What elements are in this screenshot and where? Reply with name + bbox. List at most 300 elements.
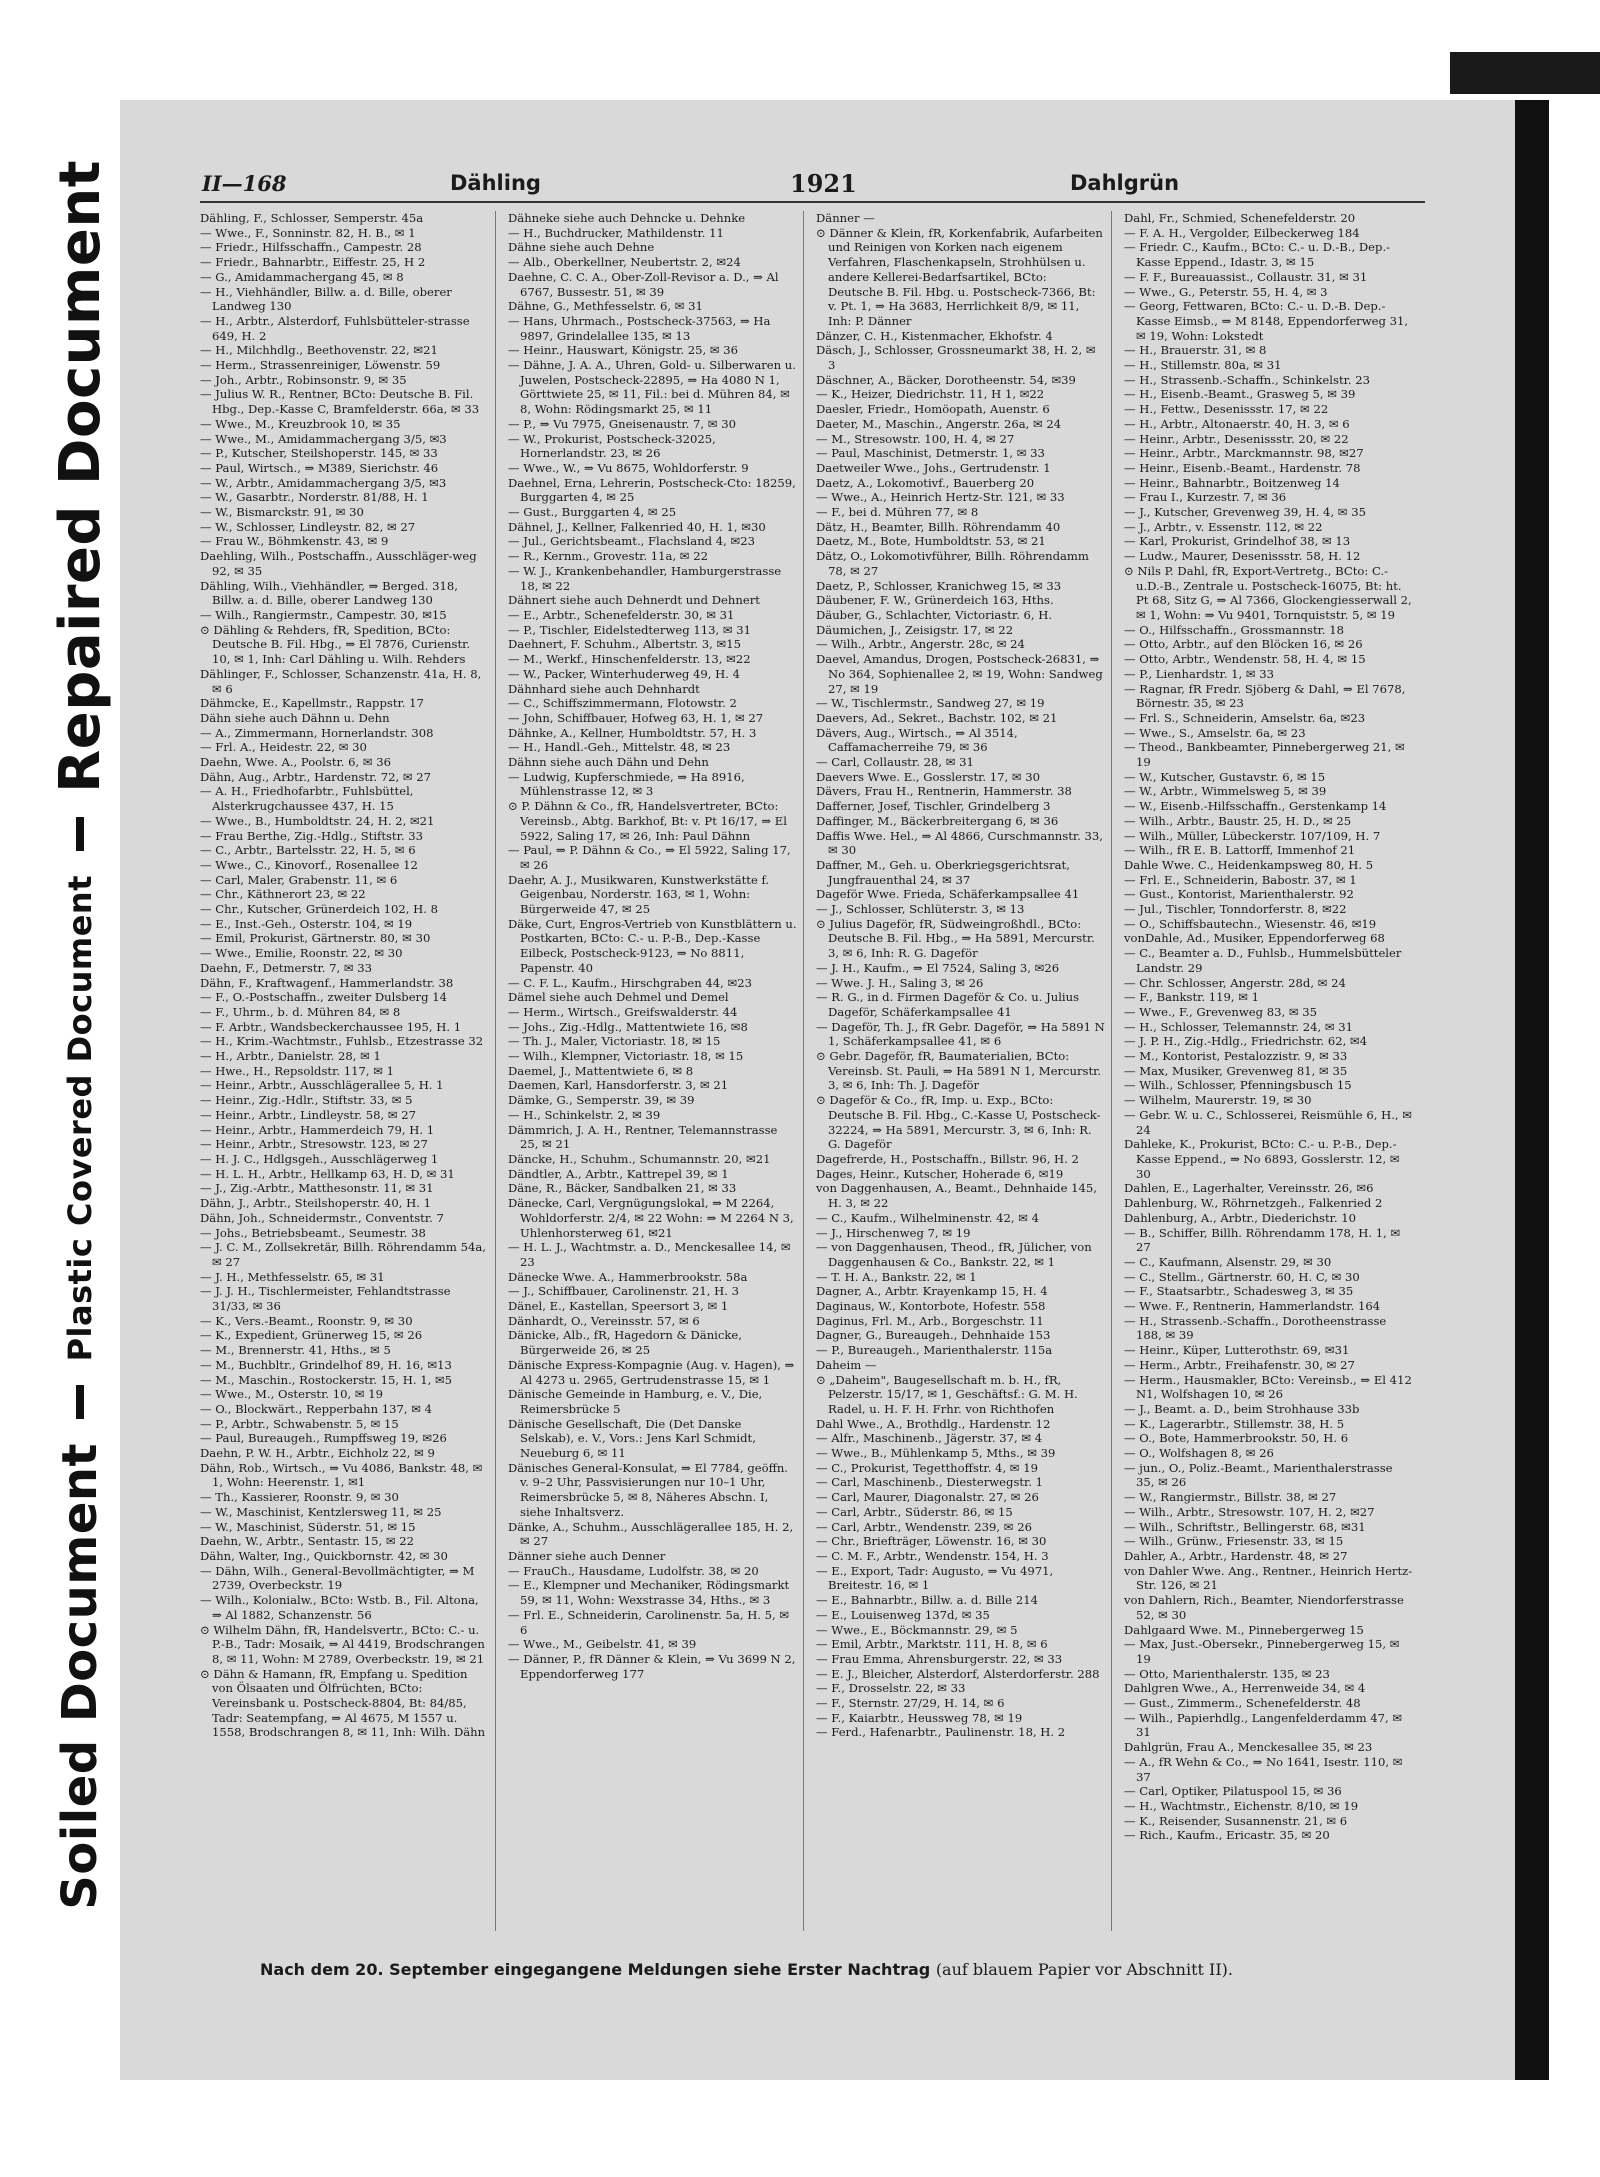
directory-entry: Dahlen, E., Lagerhalter, Vereinsstr. 26, ✉6 [1124,1181,1374,1196]
directory-entry: — Frau I., Kurzestr. 7, ✉ 36 [1124,490,1287,505]
directory-entry: — P., Tischler, Eidelstedterweg 113, ✉ 31 [508,622,752,637]
directory-entry: Dähmcke, E., Kapellmstr., Rappstr. 17 [200,696,424,711]
directory-entry: — Wwe., E., Böckmannstr. 29, ✉ 5 [816,1622,1018,1637]
directory-entry: — Frl. E., Schneiderin, Babostr. 37, ✉ 1 [1124,872,1357,887]
directory-entry: Daginaus, W., Kontorbote, Hofestr. 558 [816,1299,1046,1314]
directory-entry: — Theod., Bankbeamter, Pinnebergerweg 21, ✉ 19 [1124,740,1405,770]
directory-entry: Däubener, F. W., Grünerdeich 163, Hths. [816,593,1054,608]
directory-entry: — FrauCh., Hausdame, Ludolfstr. 38, ✉ 20 [508,1563,759,1578]
directory-entry: — H., Eisenb.-Beamt., Grasweg 5, ✉ 39 [1124,387,1356,402]
directory-entry: — E., Inst.-Geh., Osterstr. 104, ✉ 19 [200,916,413,931]
column-2 [508,211,804,1931]
label-soiled-document: Soiled Document [52,1443,108,1910]
directory-entry: — J., Schiffbauer, Carolinenstr. 21, H. 3 [508,1284,739,1299]
directory-entry: Dävers, Frau H., Rentnerin, Hammerstr. 38 [816,784,1072,799]
directory-entry: — Otto, Arbtr., Wendenstr. 58, H. 4, ✉ 15 [1124,652,1366,667]
directory-entry: — E., Bahnarbtr., Billw. a. d. Bille 214 [816,1593,1038,1608]
directory-entry: — J. H., Methfesselstr. 65, ✉ 31 [200,1269,385,1284]
directory-entry: — M., Kontorist, Pestalozzistr. 9, ✉ 33 [1124,1049,1348,1064]
directory-entry: Daheim — [816,1357,877,1372]
directory-entry: — Paul, ⇒ P. Dähnn & Co., ⇒ El 5922, Saling 17, ✉ 26 [508,843,791,872]
directory-entry: — Carl, Arbtr., Süderstr. 86, ✉ 15 [816,1504,1013,1519]
directory-entry: — H., Arbtr., Alsterdorf, Fuhlsbütteler-strasse 649, H. 2 [200,313,470,343]
column-3 [816,211,1112,1931]
directory-entry: Dagefrerde, H., Postschaffn., Billstr. 96, H. 2 [816,1152,1079,1166]
directory-entry: Daetz, P., Schlosser, Kranichweg 15, ✉ 33 [816,578,1062,593]
directory-entry: — Heinr., Küper, Lutterothstr. 69, ✉31 [1124,1343,1350,1358]
directory-entry: — O., Blockwärt., Repperbahn 137, ✉ 4 [200,1401,433,1416]
directory-entry: — C., Kaufm., Wilhelminenstr. 42, ✉ 4 [816,1210,1039,1225]
directory-entry: Dähn siehe auch Dähnn u. Dehn [200,710,390,725]
directory-entry: — Dageför, Th. J., fR Gebr. Dageför, ⇒ Ha 5891 N 1, Schäferkampsallee 41, ✉ 6 [816,1019,1105,1049]
directory-entry: Daffis Wwe. Hel., ⇒ Al 4866, Curschmannstr. 33, ✉ 30 [816,828,1103,858]
directory-entry: — E., Arbtr., Schenefelderstr. 30, ✉ 31 [508,607,735,622]
directory-entry: — Frau Emma, Ahrensburgerstr. 22, ✉ 33 [816,1651,1063,1666]
directory-entry: — Herm., Strassenreiniger, Löwenstr. 59 [200,358,441,373]
directory-entry: ⊙ P. Dähnn & Co., fR, Handelsvertreter, BCto: Vereinsb., Abtg. Barkhof, Bt: v. Pt 16/17, ⇒ El 5922, Saling 17, ✉ 26, Inh: Paul Dähnn [508,799,787,843]
directory-entry: — H., Arbtr., Danielstr. 28, ✉ 1 [200,1049,381,1064]
label-repaired-document: Repaired Document [47,160,113,793]
directory-entry: — Frl. A., Heidestr. 22, ✉ 30 [200,740,367,755]
directory-entry: Daehn, W., Arbtr., Sentastr. 15, ✉ 22 [200,1534,415,1549]
directory-entry: — F. Arbtr., Wandsbeckerchaussee 195, H. 1 [200,1019,462,1034]
directory-entry: Dänhardt, O., Vereinsstr. 57, ✉ 6 [508,1313,700,1328]
directory-entry: Daehn, P. W. H., Arbtr., Eichholz 22, ✉ 9 [200,1446,435,1461]
directory-entry: Daehr, A. J., Musikwaren, Kunstwerkstätte f. Geigenbau, Norderstr. 163, ✉ 1, Wohn: Bürgerweide 47, ✉ 25 [508,872,770,917]
directory-entry: — Wwe., Emilie, Roonstr. 22, ✉ 30 [200,946,403,961]
directory-entry: Dahle Wwe. C., Heidenkampsweg 80, H. 5 [1124,857,1374,872]
directory-entry: — W., Maschinist, Kentzlersweg 11, ✉ 25 [200,1504,442,1519]
directory-entry: Dahlgaard Wwe. M., Pinnebergerweg 15 [1124,1622,1364,1637]
directory-entry: — J. J. H., Tischlermeister, Fehlandtstrasse 31/33, ✉ 36 [200,1284,451,1314]
directory-entry: Dahleke, K., Prokurist, BCto: C.- u. P.-B., Dep.-Kasse Eppend., ⇒ No 6893, Gosslerstr. 12, ✉ 30 [1124,1137,1400,1181]
directory-entry: — Heinr., Eisenb.-Beamt., Hardenstr. 78 [1124,460,1361,475]
directory-entry: — Johs., Zig.-Hdlg., Mattentwiete 16, ✉8 [508,1019,748,1034]
directory-entry: — H., Fettw., Desenissstr. 17, ✉ 22 [1124,402,1329,417]
directory-entry: — E., Export, Tadr: Augusto, ⇒ Vu 4971, Breitestr. 16, ✉ 1 [816,1563,1054,1593]
directory-entry: — P., Arbtr., Schwabenstr. 5, ✉ 15 [200,1416,399,1431]
column-4 [1124,211,1420,1931]
directory-entry: Dähnert siehe auch Dehnerdt und Dehnert [508,593,760,608]
directory-entry: Dähne siehe auch Dehne [508,240,655,255]
directory-entry: — Gust., Kontorist, Marienthalerstr. 92 [1124,887,1354,902]
directory-entry: — B., Schiffer, Billh. Röhrendamm 178, H. 1, ✉ 27 [1124,1225,1401,1255]
directory-entry: — Wwe. J. H., Saling 3, ✉ 26 [816,975,984,990]
directory-entry: — H., Brauerstr. 31, ✉ 8 [1124,343,1267,358]
directory-entry: — Heinr., Arbtr., Desenissstr. 20, ✉ 22 [1124,431,1349,446]
directory-entry: — Wwe. F., Rentnerin, Hammerlandstr. 164 [1124,1299,1381,1314]
directory-entry: Dahlenburg, A., Arbtr., Diederichstr. 10 [1124,1210,1357,1225]
directory-entry: — John, Schiffbauer, Hofweg 63, H. 1, ✉ 27 [508,710,764,725]
entry-columns [200,211,1425,1931]
directory-entry: — Frl. E., Schneiderin, Carolinenstr. 5a, H. 5, ✉ 6 [508,1607,790,1637]
directory-entry: Dähn, Rob., Wirtsch., ⇒ Vu 4086, Bankstr. 48, ✉ 1, Wohn: Heerenstr. 1, ✉1 [200,1460,483,1490]
directory-entry: Daemel, J., Mattentwiete 6, ✉ 8 [508,1063,694,1078]
directory-entry: — Gebr. W. u. C., Schlosserei, Reismühle 6, H., ✉ 24 [1124,1107,1412,1137]
document-condition-labels [30,160,130,2120]
directory-entry: Dänisches General-Konsulat, ⇒ El 7784, geöffn. v. 9–2 Uhr, Passvisierungen nur 10–1 Uhr, Reimersbrücke 5, ✉ 8, Näheres Abschn. I, siehe Inhaltsverz. [508,1460,788,1519]
directory-entry: — H., Krim.-Wachtmstr., Fuhlsb., Etzestrasse 32 [200,1034,484,1049]
directory-entry: — Gust., Zimmerm., Schenefelderstr. 48 [1124,1696,1361,1711]
directory-entry: Dämke, G., Semperstr. 39, ✉ 39 [508,1093,695,1108]
directory-entry: vonDahle, Ad., Musiker, Eppendorferweg 68 [1124,931,1385,946]
directory-entry: — E., Louisenweg 137d, ✉ 35 [816,1607,990,1622]
directory-entry: — von Daggenhausen, Theod., fR, Jülicher, von Daggenhausen & Co., Bankstr. 22, ✉ 1 [816,1240,1092,1269]
directory-entry: — O., Wolfshagen 8, ✉ 26 [1124,1446,1274,1461]
directory-entry: — Wwe., M., Kreuzbrook 10, ✉ 35 [200,416,401,431]
directory-entry: — F., Sternstr. 27/29, H. 14, ✉ 6 [816,1696,1005,1711]
directory-entry: — Dänner, P., fR Dänner & Klein, ⇒ Vu 3699 N 2, Eppendorferweg 177 [508,1651,796,1681]
directory-entry: ⊙ „Daheim", Baugesellschaft m. b. H., fR, Pelzerstr. 15/17, ✉ 1, Geschäftsf.: G. M. H. Radel, u. H. F. H. Frhr. von Richthofen [816,1372,1078,1416]
directory-entry: — P., ⇒ Vu 7975, Gneisenaustr. 7, ✉ 30 [508,416,736,431]
directory-entry: — H., Handl.-Geh., Mittelstr. 48, ✉ 23 [508,740,731,755]
directory-entry: Dämmrich, J. A. H., Rentner, Telemannstrasse 25, ✉ 21 [508,1122,778,1152]
directory-entry: Dafferner, Josef, Tischler, Grindelberg 3 [816,799,1051,814]
directory-entry: — K., Lagerarbtr., Stillemstr. 38, H. 5 [1124,1416,1345,1431]
directory-entry: — H., Strassenb.-Schaffn., Schinkelstr. 23 [1124,372,1370,387]
directory-entry: — H., Milchhdlg., Beethovenstr. 22, ✉21 [200,343,438,358]
directory-entry: Daehnert, F. Schuhm., Albertstr. 3, ✉15 [508,637,741,652]
directory-entry: — Emil, Prokurist, Gärtnerstr. 80, ✉ 30 [200,931,431,946]
directory-entry: Dävers, Aug., Wirtsch., ⇒ Al 3514, Caffamacherreihe 79, ✉ 36 [816,725,1018,755]
directory-entry: — Herm., Hausmakler, BCto: Vereinsb., ⇒ El 412 N1, Wolfshagen 10, ✉ 26 [1124,1372,1412,1402]
directory-entry: — J., Kutscher, Grevenweg 39, H. 4, ✉ 35 [1124,505,1366,520]
directory-entry: — H. J. C., Hdlgsgeh., Ausschlägerweg 1 [200,1152,439,1166]
top-margin [0,0,1600,48]
directory-entry: Daetweiler Wwe., Johs., Gertrudenstr. 1 [816,460,1051,475]
directory-entry: — Wilhelm, Maurerstr. 19, ✉ 30 [1124,1093,1312,1108]
directory-entry: — F., bei d. Mühren 77, ✉ 8 [816,505,979,520]
directory-entry: — C., Prokurist, Tegetthoffstr. 4, ✉ 19 [816,1460,1038,1475]
directory-entry: — H., Arbtr., Altonaerstr. 40, H. 3, ✉ 6 [1124,416,1350,431]
directory-entry: — Herm., Wirtsch., Greifswalderstr. 44 [508,1004,738,1019]
directory-entry: — Wilh., Papierhdlg., Langenfelderdamm 47, ✉ 31 [1124,1710,1403,1740]
directory-entry: — A., fR Wehn & Co., ⇒ No 1641, Isestr. 110, ✉ 37 [1124,1754,1403,1784]
directory-entry: — W., Schlosser, Lindleystr. 82, ✉ 27 [200,519,416,534]
directory-entry: — P., Bureaugeh., Marienthalerstr. 115a [816,1343,1053,1358]
directory-entry: — C. F. L., Kaufm., Hirschgraben 44, ✉23 [508,975,753,990]
directory-entry: — W., Maschinist, Süderstr. 51, ✉ 15 [200,1519,416,1534]
directory-entry: Dahlgrün, Frau A., Menckesallee 35, ✉ 23 [1124,1740,1373,1755]
directory-entry: Däschner, A., Bäcker, Dorotheenstr. 54, ✉39 [816,372,1076,387]
directory-entry: — Wwe., M., Osterstr. 10, ✉ 19 [200,1387,384,1402]
directory-entry: Däsch, J., Schlosser, Grossneumarkt 38, H. 2, ✉ 3 [816,343,1096,373]
directory-entry: — Karl, Prokurist, Grindelhof 38, ✉ 13 [1124,534,1351,549]
directory-entry: ⊙ Gebr. Dageför, fR, Baumaterialien, BCto: Vereinsb. St. Pauli, ⇒ Ha 5891 N 1, Mercurstr. 3, ✉ 6, Inh: Th. J. Dageför [816,1049,1102,1093]
directory-entry: — J. H., Kaufm., ⇒ El 7524, Saling 3, ✉26 [816,960,1060,975]
directory-entry: — Wwe., M., Geibelstr. 41, ✉ 39 [508,1637,697,1652]
directory-entry: — Carl, Arbtr., Wendenstr. 239, ✉ 26 [816,1519,1032,1534]
directory-entry: — W., Eisenb.-Hilfsschaffn., Gerstenkamp 14 [1124,799,1387,814]
directory-entry: — H., Schinkelstr. 2, ✉ 39 [508,1107,661,1122]
directory-entry: — F., Bankstr. 119, ✉ 1 [1124,990,1260,1005]
directory-entry: — F., O.-Postschaffn., zweiter Dulsberg 14 [200,990,447,1005]
directory-entry: — H. L. H., Arbtr., Hellkamp 63, H. D, ✉ 31 [200,1166,455,1181]
directory-entry: — H., Schlosser, Telemannstr. 24, ✉ 31 [1124,1019,1354,1034]
directory-entry: — O., Bote, Hammerbrookstr. 50, H. 6 [1124,1431,1349,1446]
directory-entry: — Heinr., Zig.-Hdlr., Stiftstr. 33, ✉ 5 [200,1093,413,1108]
page-number: II—168 [202,170,287,196]
directory-entry: — W., Kutscher, Gustavstr. 6, ✉ 15 [1124,769,1326,784]
footer-note [260,1960,1420,1979]
directory-entry: — O., Hilfsschaffn., Grossmannstr. 18 [1124,622,1345,637]
directory-entry: — Th., Kassierer, Roonstr. 9, ✉ 30 [200,1490,399,1505]
directory-entry: Dähling, F., Schlosser, Semperstr. 45a [200,211,424,225]
directory-entry: — Wilh., Arbtr., Stresowstr. 107, H. 2, ✉27 [1124,1504,1375,1519]
directory-entry: — W. J., Krankenbehandler, Hamburgerstrasse 18, ✉ 22 [508,563,782,593]
directory-entry: Daehn, Wwe. A., Poolstr. 6, ✉ 36 [200,755,392,770]
directory-entry: Dänecke Wwe. A., Hammerbrookstr. 58a [508,1269,748,1284]
directory-entry: — W., Rangiermstr., Billstr. 38, ✉ 27 [1124,1490,1337,1505]
directory-entry: — Heinr., Arbtr., Marckmannstr. 98, ✉27 [1124,446,1364,461]
directory-entry: — R. G., in d. Firmen Dageför & Co. u. Julius Dageför, Schäferkampsallee 41 [816,990,1080,1019]
directory-entry: Daevel, Amandus, Drogen, Postscheck-26831, ⇒ No 364, Sophienallee 2, ✉ 19, Wohn: Sandweg 27, ✉ 19 [816,652,1103,696]
directory-entry: — E., Klempner und Mechaniker, Rödingsmarkt 59, ✉ 11, Wohn: Wexstrasse 34, Hths., ✉ 3 [508,1578,790,1608]
directory-entry: — M., Stresowstr. 100, H. 4, ✉ 27 [816,431,1015,446]
directory-entry: Dähn, Aug., Arbtr., Hardenstr. 72, ✉ 27 [200,769,431,784]
directory-entry: Dahlenburg, W., Röhrnetzgeh., Falkenried 2 [1124,1196,1383,1211]
directory-entry: — Carl, Maler, Grabenstr. 11, ✉ 6 [200,872,398,887]
directory-entry: Daehling, Wilh., Postschaffn., Ausschläger-weg 92, ✉ 35 [200,549,477,578]
directory-entry: Dähn, Walter, Ing., Quickbornstr. 42, ✉ 30 [200,1548,448,1563]
directory-entry: — Otto, Arbtr., auf den Blöcken 16, ✉ 26 [1124,637,1363,652]
directory-entry: Däke, Curt, Engros-Vertrieb von Kunstblättern u. Postkarten, BCto: C.- u. P.-B., Dep.-Kasse Eilbeck, Postscheck-9123, ⇒ No 8811, Papenstr. 40 [508,916,797,975]
footer-text: Nach dem 20. September eingegangene Meldungen siehe Erster Nachtrag [260,1960,931,1979]
directory-entry: — W., Packer, Winterhuderweg 49, H. 4 [508,666,741,681]
directory-entry: ⊙ Dähling & Rehders, fR, Spedition, BCto: Deutsche B. Fil. Hbg., ⇒ El 7876, Curienstr. 10, ✉ 1, Inh: Carl Dähling u. Wilh. Rehders [200,622,471,667]
directory-entry: — Chr., Kutscher, Grünerdeich 102, H. 8 [200,902,439,917]
directory-entry: Dahl Wwe., A., Brothdlg., Hardenstr. 12 [816,1416,1051,1431]
directory-entry: ⊙ Wilhelm Dähn, fR, Handelsvertr., BCto: C.- u. P.-B., Tadr: Mosaik, ⇒ Al 4419, Brodschrangen 8, ✉ 11, Wohn: M 2789, Overbeckstr. 19, ✉ 21 [200,1622,485,1666]
directory-entry: — Paul, Maschinist, Detmerstr. 1, ✉ 33 [816,446,1045,461]
directory-entry: — Wilh., Arbtr., Angerstr. 28c, ✉ 24 [816,637,1025,652]
directory-entry: — G., Amidammachergang 45, ✉ 8 [200,269,404,284]
directory-entry: Dagner, G., Bureaugeh., Dehnhaide 153 [816,1328,1051,1343]
directory-entry: — F. F., Bureauassist., Collaustr. 31, ✉ 31 [1124,269,1368,284]
directory-entry: Däncke, H., Schuhm., Schumannstr. 20, ✉21 [508,1152,771,1166]
directory-entry: — Chr., Käthnerort 23, ✉ 22 [200,887,366,902]
directory-entry: — Emil, Arbtr., Marktstr. 111, H. 8, ✉ 6 [816,1637,1048,1652]
page-header [200,165,1425,203]
directory-entry: — Wwe., S., Amselstr. 6a, ✉ 23 [1124,725,1306,740]
directory-entry: — H. L. J., Wachtmstr. a. D., Menckesallee 14, ✉ 23 [508,1240,791,1269]
directory-entry: — F., Drosselstr. 22, ✉ 33 [816,1681,966,1696]
label-separator [76,817,84,851]
directory-entry: — Wwe., G., Peterstr. 55, H. 4, ✉ 3 [1124,284,1328,299]
directory-entry: — A. H., Friedhofarbtr., Fuhlsbüttel, Alsterkrugchaussee 437, H. 15 [200,784,414,814]
directory-entry: — R., Kernm., Grovestr. 11a, ✉ 22 [508,549,708,564]
directory-entry: — K., Vers.-Beamt., Roonstr. 9, ✉ 30 [200,1313,413,1328]
directory-entry: Dänische Gesellschaft, Die (Det Danske Selskab), e. V., Vors.: Jens Karl Schmidt, Neueburg 6, ✉ 11 [508,1416,756,1461]
directory-entry: — Jul., Gerichtsbeamt., Flachsland 4, ✉23 [508,534,755,549]
directory-entry: — Carl, Maurer, Diagonalstr. 27, ✉ 26 [816,1490,1039,1505]
directory-entry: von Daggenhausen, A., Beamt., Dehnhaide 145, H. 3, ✉ 22 [816,1181,1097,1211]
directory-entry: — W., Gasarbtr., Norderstr. 81/88, H. 1 [200,490,429,505]
directory-entry: Dageför Wwe. Frieda, Schäferkampsallee 41 [816,887,1080,902]
directory-entry: Dähne, G., Methfesselstr. 6, ✉ 31 [508,299,703,314]
directory-entry: — C., Schiffszimmermann, Flotowstr. 2 [508,696,737,711]
directory-entry: von Dahlern, Rich., Beamter, Niendorferstrasse 52, ✉ 30 [1124,1593,1404,1622]
directory-entry: — Hans, Uhrmach., Postscheck-37563, ⇒ Ha 9897, Grindelallee 135, ✉ 13 [508,313,771,343]
directory-entry: Daehne, C. C. A., Ober-Zoll-Revisor a. D., ⇒ Al 6767, Bussestr. 51, ✉ 39 [508,269,779,299]
directory-entry: Dähnke, A., Kellner, Humboldtstr. 57, H. 3 [508,725,757,740]
directory-entry: — Frl. S., Schneiderin, Amselstr. 6a, ✉23 [1124,710,1366,725]
directory-entry: — M., Brennerstr. 41, Hths., ✉ 5 [200,1343,391,1358]
directory-entry: — C., Kaufmann, Alsenstr. 29, ✉ 30 [1124,1254,1332,1269]
directory-entry: — Herm., Arbtr., Freihafenstr. 30, ✉ 27 [1124,1357,1355,1372]
directory-entry: — Georg, Fettwaren, BCto: C.- u. D.-B. Dep.-Kasse Eimsb., ⇒ M 8148, Eppendorferweg 31, ✉ 19, Wohn: Lokstedt [1124,299,1409,343]
directory-entry: — A., Zimmermann, Hornerlandstr. 308 [200,725,434,740]
directory-entry: — C., Stellm., Gärtnerstr. 60, H. C, ✉ 30 [1124,1269,1360,1284]
directory-entry: Dages, Heinr., Kutscher, Hoherade 6, ✉19 [816,1166,1064,1181]
directory-entry: — C. M. F., Arbtr., Wendenstr. 154, H. 3 [816,1548,1049,1563]
directory-entry: — Rich., Kaufm., Ericastr. 35, ✉ 20 [1124,1828,1330,1843]
directory-entry: — Wilh., Rangiermstr., Campestr. 30, ✉15 [200,607,447,622]
directory-entry: Dämel siehe auch Dehmel und Demel [508,990,729,1005]
directory-entry: — Chr., Briefträger, Löwenstr. 16, ✉ 30 [816,1534,1047,1549]
directory-entry: — Ferd., Hafenarbtr., Paulinenstr. 18, H. 2 [816,1725,1066,1740]
directory-entry: Dähling, Wilh., Viehhändler, ⇒ Berged. 318, Billw. a. d. Bille, oberer Landweg 130 [200,578,458,608]
directory-entry: Dänische Gemeinde in Hamburg, e. V., Die, Reimersbrücke 5 [508,1387,763,1416]
directory-entry: — M., Maschin., Rostockerstr. 15, H. 1, ✉5 [200,1372,453,1387]
directory-entry: — Dähn, Wilh., General-Bevollmächtigter, ⇒ M 2739, Overbeckstr. 19 [200,1563,475,1593]
directory-entry: ⊙ Nils P. Dahl, fR, Export-Vertretg., BCto: C.-u.D.-B., Zentrale u. Postscheck-16075, Bt: ht. Pt 68, Sitz G, ⇒ Al 7366, Glockengiesserwall 2, ✉ 1, Wohn: ⇒ Vu 9401, Tornquiststr. 5, ✉ 19 [1124,563,1412,622]
directory-entry: — W., Tischlermstr., Sandweg 27, ✉ 19 [816,696,1045,711]
directory-entry: Daesler, Friedr., Homöopath, Auenstr. 6 [816,402,1050,417]
label-separator [76,1385,84,1419]
directory-entry: — Wilh., Schlosser, Pfenningsbusch 15 [1124,1078,1352,1093]
directory-entry: — P., Lienhardstr. 1, ✉ 33 [1124,666,1275,681]
directory-entry: — Joh., Arbtr., Robinsonstr. 9, ✉ 35 [200,372,407,387]
directory-entry: — O., Schiffsbautechn., Wiesenstr. 46, ✉19 [1124,916,1377,931]
directory-entry: — Ludw., Maurer, Desenissstr. 58, H. 12 [1124,549,1361,564]
directory-entry: — Julius W. R., Rentner, BCto: Deutsche B. Fil. Hbg., Dep.-Kasse C, Bramfelderstr. 66a, ✉ 33 [200,387,480,417]
directory-entry: — jun., O., Poliz.-Beamt., Marienthalerstrasse 35, ✉ 26 [1124,1460,1393,1490]
scan-edge-strip [1450,52,1600,94]
directory-entry: — F., Uhrm., b. d. Mühren 84, ✉ 8 [200,1004,401,1019]
directory-entry: Dänzer, C. H., Kistenmacher, Ekhofstr. 4 [816,328,1053,343]
directory-entry: ⊙ Dageför & Co., fR, Imp. u. Exp., BCto: Deutsche B. Fil. Hbg., C.-Kasse U, Postscheck-32224, ⇒ Ha 5891, Mercurstr. 3, ✉ 6, Inh: R. G. Dageför [816,1093,1101,1152]
directory-entry: — H., Viehhändler, Billw. a. d. Bille, oberer Landweg 130 [200,284,452,314]
directory-entry: Dähn, J., Arbtr., Steilshoperstr. 40, H. 1 [200,1196,431,1211]
directory-entry: — K., Expedient, Grünerweg 15, ✉ 26 [200,1328,423,1343]
directory-entry: — T. H. A., Bankstr. 22, ✉ 1 [816,1269,977,1284]
directory-entry: Dähn, F., Kraftwagenf., Hammerlandstr. 38 [200,975,454,990]
directory-entry: — E. J., Bleicher, Alsterdorf, Alsterdorferstr. 288 [816,1666,1100,1681]
directory-entry: Dänke, A., Schuhm., Ausschlägerallee 185, H. 2, ✉ 27 [508,1519,794,1549]
directory-entry: — Alfr., Maschinenb., Jägerstr. 37, ✉ 4 [816,1431,1043,1446]
directory-entry: Daehnel, Erna, Lehrerin, Postscheck-Cto: 18259, Burggarten 4, ✉ 25 [508,475,796,505]
directory-entry: — F., Kaiarbtr., Heussweg 78, ✉ 19 [816,1710,1023,1725]
directory-entry: — Paul, Bureaugeh., Rumpffsweg 19, ✉26 [200,1431,447,1446]
directory-entry: — Wwe., A., Heinrich Hertz-Str. 121, ✉ 33 [816,490,1065,505]
directory-entry: Daffinger, M., Bäckerbreitergang 6, ✉ 36 [816,813,1059,828]
directory-entry: Däne, R., Bäcker, Sandbalken 21, ✉ 33 [508,1181,737,1196]
directory-entry: — Wwe., W., ⇒ Vu 8675, Wohldorferstr. 9 [508,460,749,475]
directory-entry: — Wilh., Klempner, Victoriastr. 18, ✉ 15 [508,1049,744,1064]
directory-entry: — Max, Just.-Obersekr., Pinnebergerweg 15, ✉ 19 [1124,1637,1400,1666]
directory-entry: — Wwe., M., Amidammachergang 3/5, ✉3 [200,431,447,446]
directory-entry: — Wilh., Müller, Lübeckerstr. 107/109, H. 7 [1124,828,1381,843]
directory-entry: — Carl, Maschinenb., Diesterwegstr. 1 [816,1475,1044,1490]
directory-entry: — K., Heizer, Diedrichstr. 11, H 1, ✉22 [816,387,1045,402]
directory-entry: ⊙ Dänner & Klein, fR, Korkenfabrik, Aufarbeiten und Reinigen von Korken nach eigenem Verfahren, Flaschenkapseln, Strohhülsen u. andere Kellerei-Bedarfsartikel, BCto: Deutsche B. Fil. Hbg. u. Postscheck-7366, Bt: v. Pt. 1, ⇒ Ha 3683, Herrlichkeit 8/9, ✉ 11, Inh: P. Dänner [816,225,1103,328]
directory-entry: Dätz, H., Beamter, Billh. Röhrendamm 40 [816,519,1061,534]
directory-entry: Dätz, O., Lokomotivführer, Billh. Röhrendamm 78, ✉ 27 [816,549,1089,578]
header-year: 1921 [790,168,857,198]
directory-entry: — H., Wachtmstr., Eichenstr. 8/10, ✉ 19 [1124,1798,1359,1813]
directory-entry: — Heinr., Bahnarbtr., Boitzenweg 14 [1124,475,1340,490]
directory-entry: Daginus, Frl. M., Arb., Borgeschstr. 11 [816,1313,1044,1328]
directory-entry: — Heinr., Arbtr., Stresowstr. 123, ✉ 27 [200,1137,428,1152]
directory-entry: — Frau Berthe, Zig.-Hdlg., Stiftstr. 33 [200,828,423,843]
directory-entry: Dahl, Fr., Schmied, Schenefelderstr. 20 [1124,211,1356,225]
directory-entry: — Carl, Collaustr. 28, ✉ 31 [816,755,974,770]
directory-entry: — H., Buchdrucker, Mathildenstr. 11 [508,225,724,240]
directory-entry: Daetz, M., Bote, Humboldtstr. 53, ✉ 21 [816,534,1046,549]
directory-entry: — J., Beamt. a. D., beim Strohhause 33b [1124,1401,1360,1416]
directory-entry: — Friedr., Bahnarbtr., Eiffestr. 25, H 2 [200,255,426,270]
directory-entry: — J. P. H., Zig.-Hdlg., Friedrichstr. 62, ✉4 [1124,1034,1368,1049]
directory-entry: — C., Beamter a. D., Fuhlsb., Hummelsbütteler Landstr. 29 [1124,946,1402,975]
directory-entry: Dählinger, F., Schlosser, Schanzenstr. 41a, H. 8, ✉ 6 [200,666,482,696]
directory-entry: Dänicke, Alb., fR, Hagedorn & Dänicke, Bürgerweide 26, ✉ 25 [508,1328,742,1358]
directory-entry: Dänel, E., Kastellan, Speersort 3, ✉ 1 [508,1299,729,1314]
directory-entry: — Th. J., Maler, Victoriastr. 18, ✉ 15 [508,1034,721,1049]
directory-entry: — Heinr., Hauswart, Königstr. 25, ✉ 36 [508,343,739,358]
directory-entry: Daeter, M., Maschin., Angerstr. 26a, ✉ 24 [816,416,1062,431]
directory-entry: — Wilh., Kolonialw., BCto: Wstb. B., Fil. Altona, ⇒ Al 1882, Schanzenstr. 56 [200,1593,479,1622]
directory-entry: — J., Hirschenweg 7, ✉ 19 [816,1225,971,1240]
directory-entry: — W., Prokurist, Postscheck-32025, Hornerlandstr. 23, ✉ 26 [508,431,716,461]
footer-parenthetical: (auf blauem Papier vor Abschnitt II). [935,1960,1233,1979]
directory-entry: Daemen, Karl, Hansdorferstr. 3, ✉ 21 [508,1078,729,1093]
directory-entry: — C., Arbtr., Bartelsstr. 22, H. 5, ✉ 6 [200,843,416,858]
directory-entry: — F., Staatsarbtr., Schadesweg 3, ✉ 35 [1124,1284,1354,1299]
directory-entry: — P., Kutscher, Steilshoperstr. 145, ✉ 33 [200,446,438,461]
directory-entry: — Wwe., C., Kinovorf., Rosenallee 12 [200,857,418,872]
directory-entry: — Wwe., F., Sonninstr. 82, H. B., ✉ 1 [200,225,416,240]
directory-entry: Däuber, G., Schlachter, Victoriastr. 6, H. [816,607,1053,622]
directory-entry: Dänner — [816,211,875,225]
directory-entry: — Hwe., H., Repsoldstr. 117, ✉ 1 [200,1063,394,1078]
directory-entry: — Heinr., Arbtr., Ausschlägerallee 5, H. 1 [200,1078,444,1093]
directory-entry: — Heinr., Arbtr., Hammerdeich 79, H. 1 [200,1122,435,1137]
directory-entry: — Jul., Tischler, Tonndorferstr. 8, ✉22 [1124,902,1347,917]
directory-entry: — Heinr., Arbtr., Lindleystr. 58, ✉ 27 [200,1107,417,1122]
label-plastic-covered-document: Plastic Covered Document [61,874,99,1362]
directory-entry: Dähnel, J., Kellner, Falkenried 40, H. 1, ✉30 [508,519,766,534]
directory-entry: — Friedr., Hilfsschaffn., Campestr. 28 [200,240,422,255]
directory-entry: — Wilh., fR E. B. Lattorff, Immenhof 21 [1124,843,1356,858]
directory-page [200,165,1425,2025]
directory-entry: Dähneke siehe auch Dehncke u. Dehnke [508,211,746,225]
directory-entry: — Friedr. C., Kaufm., BCto: C.- u. D.-B., Dep.-Kasse Eppend., Idastr. 3, ✉ 15 [1124,240,1391,270]
directory-entry: Dahlgren Wwe., A., Herrenweide 34, ✉ 4 [1124,1681,1366,1696]
directory-entry: ⊙ Julius Dageför, fR, Südweingroßhdl., BCto: Deutsche B. Fil. Hbg., ⇒ Ha 5891, Mercurstr. 3, ✉ 6, Inh: R. G. Dageför [816,916,1095,961]
directory-entry: Dähnn siehe auch Dähn und Dehn [508,755,709,770]
directory-entry: — Otto, Marienthalerstr. 135, ✉ 23 [1124,1666,1330,1681]
directory-entry: Daevers, Ad., Sekret., Bachstr. 102, ✉ 21 [816,710,1058,725]
directory-entry: — Wilh., Schriftstr., Bellingerstr. 68, ✉31 [1124,1519,1366,1534]
directory-entry: — W., Arbtr., Wimmelsweg 5, ✉ 39 [1124,784,1327,799]
directory-entry: — K., Reisender, Susannenstr. 21, ✉ 6 [1124,1813,1348,1828]
directory-entry: — M., Werkf., Hinschenfelderstr. 13, ✉22 [508,652,751,667]
directory-entry: — Carl, Optiker, Pilatuspool 15, ✉ 36 [1124,1784,1342,1799]
directory-entry: Dänische Express-Kompagnie (Aug. v. Hagen), ⇒ Al 4273 u. 2965, Gertrudenstrasse 15, ✉ 1 [508,1357,795,1387]
directory-entry: — J., Arbtr., v. Essenstr. 112, ✉ 22 [1124,519,1323,534]
directory-entry: — Ragnar, fR Fredr. Sjöberg & Dahl, ⇒ El 7678, Börnestr. 35, ✉ 23 [1124,681,1406,711]
